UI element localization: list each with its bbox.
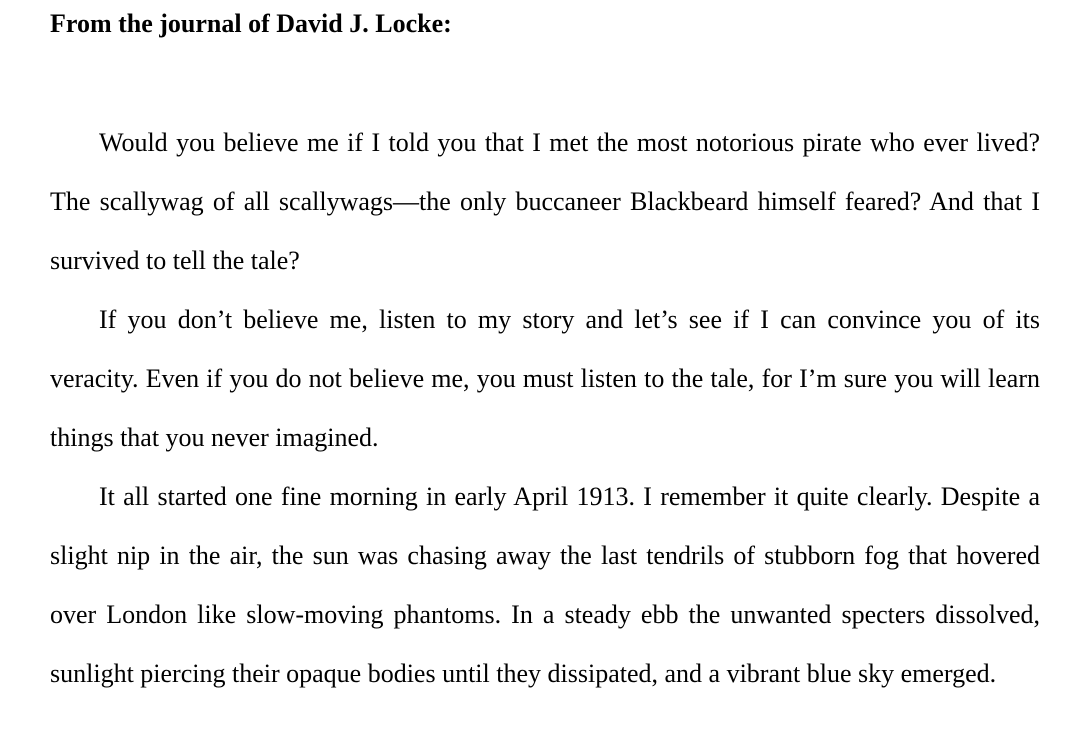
paragraph-2: If you don’t believe me, listen to my story and let’s see if I can convince you of its veracity. Even if you do not believe me, you must listen to the tale, for I’m sure you will learn things that you never imagined.	[50, 305, 1040, 452]
journal-heading: From the journal of David J. Locke:	[50, 9, 452, 38]
journal-body	[50, 113, 1040, 703]
paragraph-1: Would you believe me if I told you that I met the most notorious pirate who ever lived? The scallywag of all scallywags—the only buccaneer Blackbeard himself feared? And that I survived to tell the tale?	[50, 128, 1040, 275]
paragraph-3: It all started one fine morning in early April 1913. I remember it quite clearly. Despite a slight nip in the air, the sun was chasing away the last tendrils of stubborn fog that hovered over London like slow-moving phantoms. In a steady ebb the unwanted specters dissolved, sunlight piercing their opaque bodies until they dissipated, and a vibrant blue sky emerged.	[50, 482, 1040, 688]
